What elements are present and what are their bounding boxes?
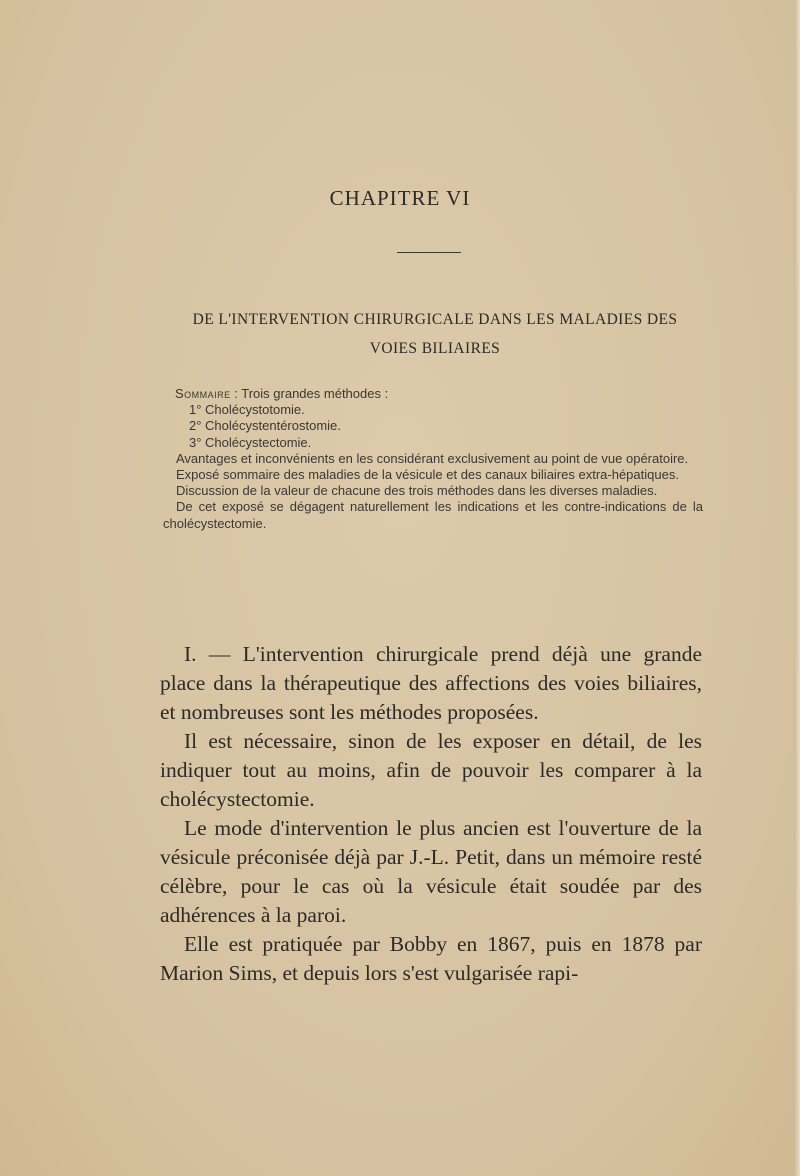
- summary-method: 3° Cholécystectomie.: [189, 434, 312, 450]
- summary-paragraph: Exposé sommaire des maladies de la vésicule et des canaux biliaires extra-hépatiques.: [176, 467, 679, 483]
- chapter-heading: CHAPITRE VI: [329, 186, 471, 210]
- summary-paragraph: Discussion de la valeur de chacune des trois méthodes dans les diverses maladies.: [176, 483, 658, 499]
- summary-head: [163, 386, 703, 402]
- summary-intro: : Trois grandes méthodes :: [230, 386, 389, 401]
- chapter-title-line-2: VOIES BILIAIRES: [369, 340, 501, 357]
- summary-method: 1° Cholécystotomie.: [189, 402, 305, 418]
- summary-label: Sommaire: [175, 386, 231, 401]
- body-paragraph: Elle est pratiquée par Bobby en 1867, puis en 1878 par Marion Sims, et depuis lors s'est vulgarisée rapi-: [160, 932, 702, 985]
- summary-method: 2° Cholécystentérostomie.: [189, 418, 341, 434]
- summary-paragraph: Avantages et inconvénients en les considérant exclusivement au point de vue opératoire.: [176, 450, 689, 466]
- heading-rule: [397, 252, 461, 253]
- page-edge: [794, 0, 800, 1176]
- chapter-title: [150, 305, 720, 363]
- body-paragraph: Le mode d'intervention le plus ancien est l'ouverture de la vésicule préconisée déjà par J.-L. Petit, dans un mémoire resté célèbre, pour le cas où la vésicule était soudée par des adhérences à la paroi.: [160, 816, 702, 927]
- summary-paragraph: De cet exposé se dégagent naturellement les indications et les contre-indications de la cholécystectomie.: [163, 499, 703, 531]
- body-paragraph: I. — L'intervention chirurgicale prend déjà une grande place dans la thérapeutique des affections des voies biliaires, et nombreuses sont les méthodes proposées.: [160, 642, 702, 724]
- body-paragraph: Il est nécessaire, sinon de les exposer en détail, de les indiquer tout au moins, afin de pouvoir les comparer à la cholécystectomie.: [160, 729, 702, 811]
- chapter-title-line-1: DE L'INTERVENTION CHIRURGICALE DANS LES MALADIES DES: [192, 311, 678, 328]
- summary-block: [163, 386, 703, 532]
- body-text: [160, 640, 702, 988]
